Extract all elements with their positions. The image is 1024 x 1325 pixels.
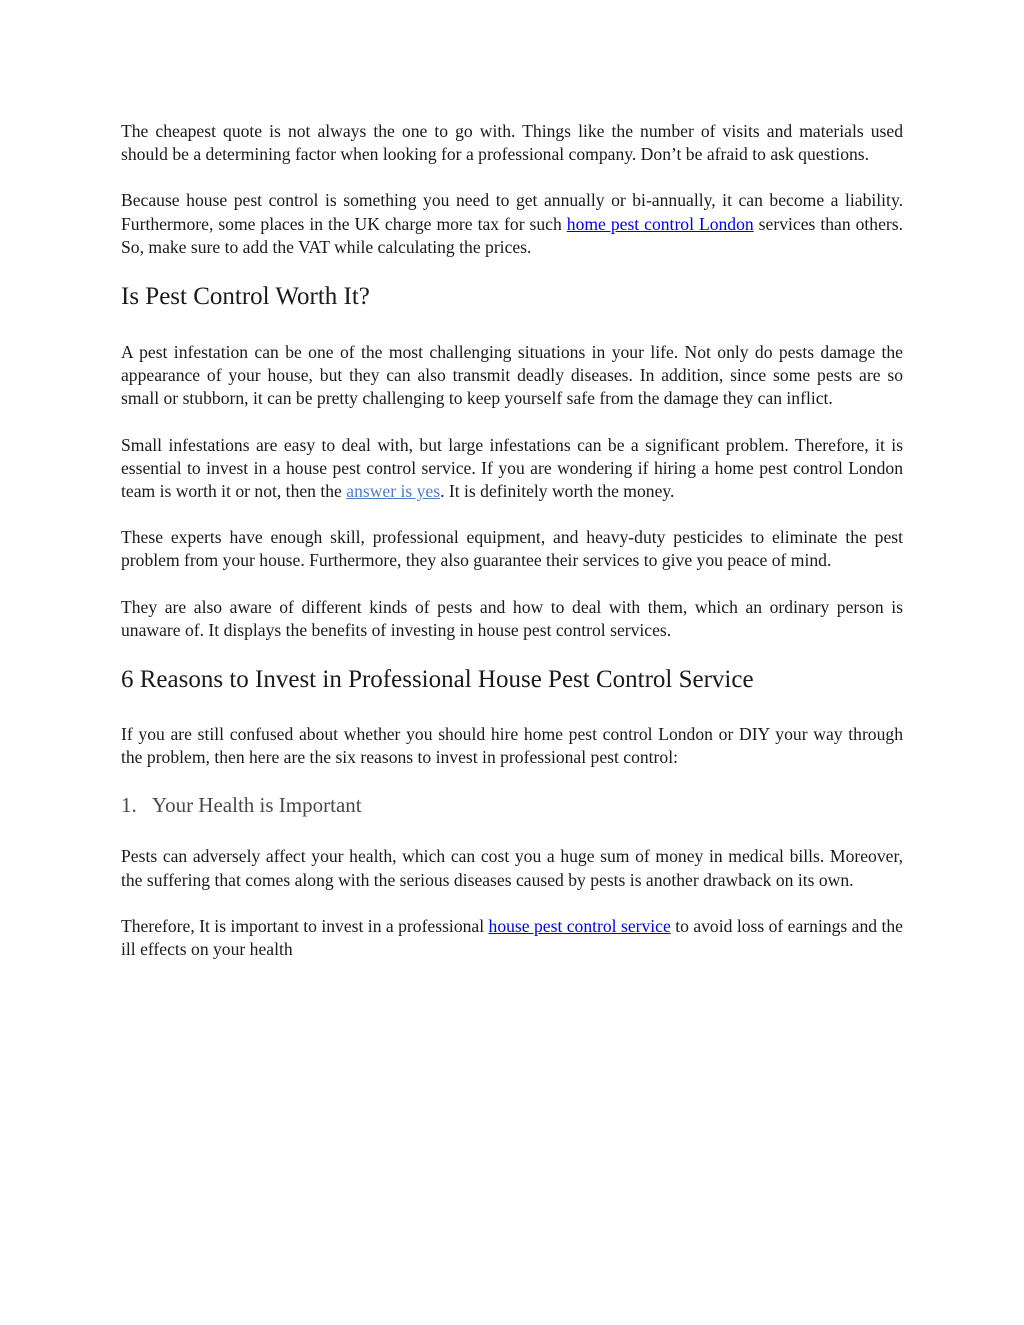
- heading-six-reasons: 6 Reasons to Invest in Professional House Pest Control Service: [121, 666, 754, 694]
- paragraph-therefore: [121, 915, 903, 961]
- heading-is-pest-control-worth-it: Is Pest Control Worth It?: [121, 283, 370, 311]
- paragraph-small-infestations: [121, 434, 903, 504]
- home-pest-control-london-link[interactable]: home pest control London: [566, 213, 754, 234]
- paragraph-aware: They are also aware of different kinds of pests and how to deal with them, which an ordinary person is unaware of. It displays the benefits of investing in house pest control services.: [121, 596, 903, 640]
- answer-is-yes-link[interactable]: answer is yes: [346, 481, 441, 502]
- paragraph-confused: If you are still confused about whether you should hire home pest control London or DIY your way through the problem, then here are the six reasons to invest in professional pest control:: [121, 724, 903, 768]
- paragraph-experts: These experts have enough skill, professional equipment, and heavy-duty pesticides to eliminate the pest problem from your house. Furthermore, they also guarantee their services to give you peace of mind.: [121, 527, 903, 571]
- paragraph-small-text-end: . It is definitely worth the money.: [440, 481, 675, 502]
- list-number: 1.: [121, 793, 137, 818]
- paragraph-health: Pests can adversely affect your health, which can cost you a huge sum of money in medical bills. Moreover, the suffering that comes along with the serious diseases caused by pests is another drawback on its own.: [121, 846, 903, 890]
- heading-your-health-is-important: [121, 792, 903, 818]
- house-pest-control-service-link[interactable]: house pest control service: [488, 915, 671, 936]
- paragraph-therefore-text-start: Therefore, It is important to invest in a professional: [121, 915, 489, 936]
- heading-health-title: Your Health is Important: [152, 793, 362, 818]
- paragraph-infestation: A pest infestation can be one of the most challenging situations in your life. Not only do pests damage the appearance of your house, but they can also transmit deadly diseases. In addition, since some pests are so small or stubborn, it can be pretty challenging to keep yourself safe from the damage they can inflict.: [121, 342, 903, 409]
- paragraph-cheapest-quote: The cheapest quote is not always the one to go with. Things like the number of visits and materials used should be a determining factor when looking for a professional company. Don’t be afraid to ask questions.: [121, 121, 903, 165]
- paragraph-therefore-text-end: to avoid loss of earnings and the ill effects on your health: [121, 915, 903, 960]
- paragraph-small-text-start: Small infestations are easy to deal with, but large infestations can be a significant problem. Therefore, it is essential to invest in a house pest control service. If you are wondering if hiring a home pest control London team is worth it or not, then the: [121, 434, 903, 502]
- paragraph-liability: [121, 189, 903, 259]
- paragraph-liability-text-end: services than others. So, make sure to add the VAT while calculating the prices.: [121, 213, 903, 257]
- paragraph-liability-text-start: Because house pest control is something you need to get annually or bi-annually, it can become a liability. Furthermore, some places in the UK charge more tax for such: [121, 190, 903, 234]
- document-page: [121, 120, 903, 961]
